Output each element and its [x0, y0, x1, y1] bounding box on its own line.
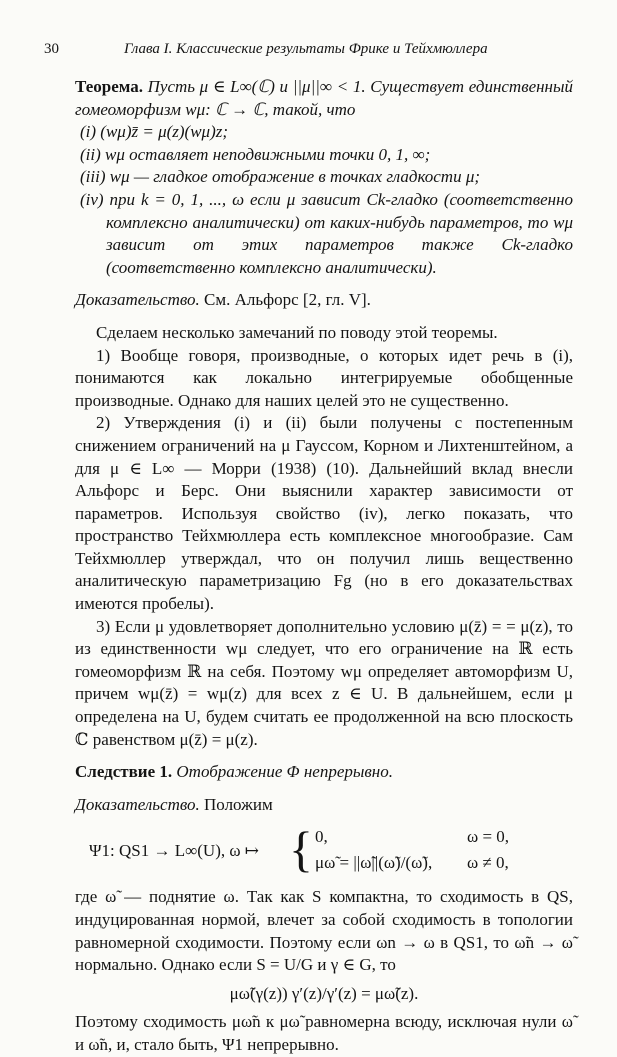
theorem-item-iv: (iv) при k = 0, 1, ..., ω если μ зависит Ck-гладко (соответственно комплексно аналитически) от каких-нибудь параметров, то wμ зависит от этих параметров также Ck-гладко (соответственно комплексно аналитически).	[80, 189, 573, 277]
proof-1-text: См. Альфорс [2, гл. V].	[204, 290, 371, 310]
corollary-label: Следствие 1.	[75, 762, 173, 782]
invariance-equation: μω̃(γ(z)) γ′(z)/γ′(z) = μω̃(z).	[229, 983, 419, 1003]
left-brace: {	[289, 821, 313, 878]
remarks-intro: Сделаем несколько замечаний по поводу этой теоремы.	[96, 322, 498, 342]
corollary-1	[75, 761, 573, 784]
proof-2-intro-text: Положим	[204, 794, 273, 814]
proof-2-intro	[75, 794, 573, 817]
page-number: 30	[44, 41, 59, 57]
formula-case-1-condition: ω = 0,	[467, 827, 510, 847]
theorem-text: Пусть μ ∈ L∞(ℂ) и ||μ||∞ < 1. Существует единственный гомеоморфизм wμ: ℂ → ℂ, такой, что	[75, 77, 574, 119]
page-body	[75, 76, 573, 1057]
formula-case-2-condition: ω ≠ 0,	[467, 853, 509, 873]
remark-1: 1) Вообще говоря, производные, о которых идет речь в (i), понимаются как локально интегрируемые обобщенные производные. Однако для наших целей это не существенно.	[75, 345, 573, 410]
remark-2: 2) Утверждения (i) и (ii) были получены с постепенным снижением ограничений на μ Гауссом, Корном и Лихтенштейном, а для μ ∈ L∞ — Морри (1938) (10). Дальнейший вклад внесли Альфорс и Берс. Они выяснили характер зависимости от параметров. Используя свойство (iv), легко показать, что пространство Тейхмюллера есть комплексное многообразие. Сам Тейхмюллер утверждал, что он получил лишь вещественно аналитическую параметризацию Fg (но в его доказательствах имеются пробелы).	[75, 413, 573, 614]
theorem-statement	[75, 76, 573, 121]
proof-2-label: Доказательство.	[75, 794, 200, 814]
remark-3: 3) Если μ удовлетворяет дополнительно условию μ(z̄) = = μ(z), то из единственности wμ следует, что его ограничение на ℝ есть гомеоморфизм ℝ на себя. Поэтому wμ определяет автоморфизм U, причем wμ(z̄) = wμ(z) для всех z ∈ U. В дальнейшем, если μ определена на U, будем считать ее продолженной на всю плоскость ℂ равенством μ(z̄) = μ(z).	[75, 616, 573, 749]
formula-lhs: Ψ1: QS1 → L∞(U), ω ↦	[89, 841, 260, 861]
proof-1-label: Доказательство.	[75, 290, 200, 310]
formula-case-1-value: 0,	[315, 827, 328, 847]
corollary-text: Отображение Φ непрерывно.	[176, 762, 393, 782]
proof-1	[75, 289, 573, 312]
theorem-item-ii: (ii) wμ оставляет неподвижными точки 0, 1, ∞;	[80, 144, 431, 164]
theorem-item-i: (i) (wμ)z̄ = μ(z)(wμ)z;	[80, 122, 229, 142]
theorem-label: Теорема.	[75, 77, 143, 96]
psi-definition-formula	[75, 821, 573, 880]
proof-2-paragraph-2: Поэтому сходимость μω̃n к μω̃ равномерна всюду, исключая нули ω̃ и ω̃n, и, стало быть, Ψ1 непрерывно.	[75, 1012, 573, 1054]
formula-case-2-value: μω̃ = ||ω̃||(ω̃)/(ω̃),	[315, 853, 433, 873]
theorem-item-iii: (iii) wμ — гладкое отображение в точках гладкости μ;	[80, 167, 481, 187]
page-header	[44, 41, 573, 58]
proof-2-paragraph-1: где ω̃ — поднятие ω. Так как S компактна, то сходимость в QS, индуцированная нормой, влечет за собой сходимость в топологии равномерной сходимости. Поэтому если ωn → ω в QS1, то ω̃n → ω̃ нормально. Однако если S = U/G и γ ∈ G, то	[75, 887, 573, 975]
running-title: Глава I. Классические результаты Фрике и Тейхмюллера	[124, 41, 488, 57]
